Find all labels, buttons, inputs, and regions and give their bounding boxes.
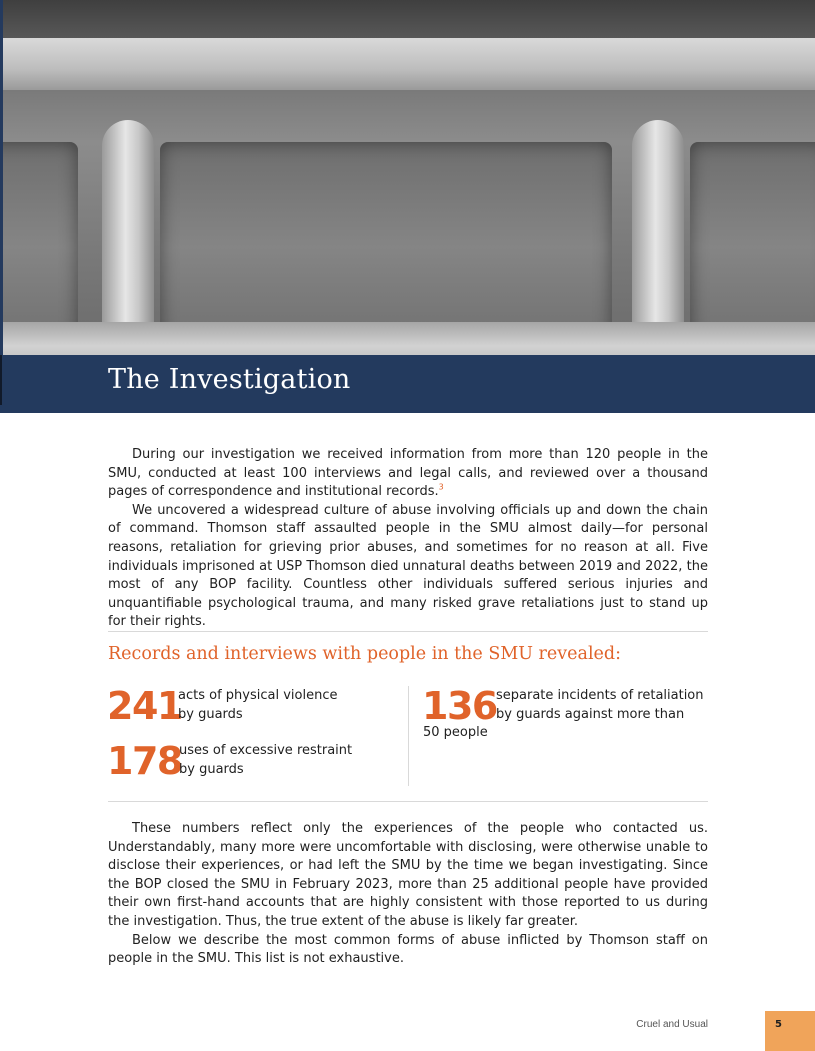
section-divider	[108, 631, 708, 632]
stat-description-line: 50 people	[423, 725, 488, 740]
hero-frame-panel	[160, 142, 612, 352]
hero-frame-rail	[0, 38, 815, 90]
hero-shadow-band	[0, 0, 815, 42]
stats-heading: Records and interviews with people in the SMU revealed:	[108, 644, 622, 664]
stat-number-violence: 241	[107, 684, 182, 728]
intro-text	[108, 446, 708, 632]
closing-text	[108, 820, 708, 969]
page-number: 5	[775, 1019, 782, 1030]
stat-description-line: by guards against more than	[496, 706, 685, 722]
stat-description-retaliation	[496, 687, 704, 724]
intro-paragraph-text: During our investigation we received information from more than 120 people in the SMU, conducted at least 100 interviews and legal calls, and reviewed over a thousand pages of correspondence and institutional records.	[108, 447, 708, 500]
hero-edge-strip	[0, 0, 3, 356]
hero-frame-panel	[0, 142, 78, 352]
hero-photo	[0, 0, 815, 356]
stat-description-restraint	[179, 742, 352, 779]
stat-description-violence	[178, 687, 337, 724]
stat-number-retaliation: 136	[422, 684, 497, 728]
closing-paragraph: These numbers reflect only the experiences of the people who contacted us. Understandably, many more were uncomfortable with disclosing, were otherwise unable to disclose their experiences, or had left the SMU by the time we began investigating. Since the BOP closed the SMU in February 2023, more than 25 additional people have provided their own first-hand accounts that are highly consistent with those reported to us during the investigation. Thus, the true extent of the abuse is likely far greater.	[108, 821, 708, 929]
page-title: The Investigation	[108, 364, 351, 395]
hero-frame-post	[632, 120, 684, 356]
footnote-marker[interactable]: 3	[438, 482, 444, 492]
intro-paragraph: We uncovered a widespread culture of abuse involving officials up and down the chain of command. Thomson staff assaulted people in the SMU almost daily—for personal reasons, retaliation for grieving prior abuses, and sometimes for no reason at all. Five individuals imprisoned at USP Thomson died unnatural deaths between 2019 and 2022, the most of any BOP facility. Countless other individuals suffered serious injuries and unquantifiable psychological trauma, and many risked grave retaliations just to stand up for their rights.	[108, 502, 708, 630]
hero-frame-panel	[690, 142, 815, 352]
hero-frame-post	[102, 120, 154, 356]
stat-description-line: by guards	[178, 706, 243, 722]
title-bar-edge	[0, 355, 2, 405]
stats-column-divider	[408, 686, 409, 786]
stat-description-line: by guards	[179, 761, 244, 777]
intro-paragraph	[108, 446, 708, 502]
hero-frame-rail	[0, 322, 815, 356]
stat-description-line: uses of excessive restraint	[179, 743, 353, 758]
stat-description-line: acts of physical violence	[178, 688, 338, 703]
stat-description-line: separate incidents of retaliation	[496, 688, 704, 703]
footer-publication-name: Cruel and Usual	[636, 1019, 708, 1030]
section-divider	[108, 801, 708, 802]
stat-number-restraint: 178	[107, 739, 182, 783]
closing-paragraph: Below we describe the most common forms of abuse inflicted by Thomson staff on people in the SMU. This list is not exhaustive.	[108, 932, 708, 967]
page-number-tab	[765, 1011, 815, 1051]
